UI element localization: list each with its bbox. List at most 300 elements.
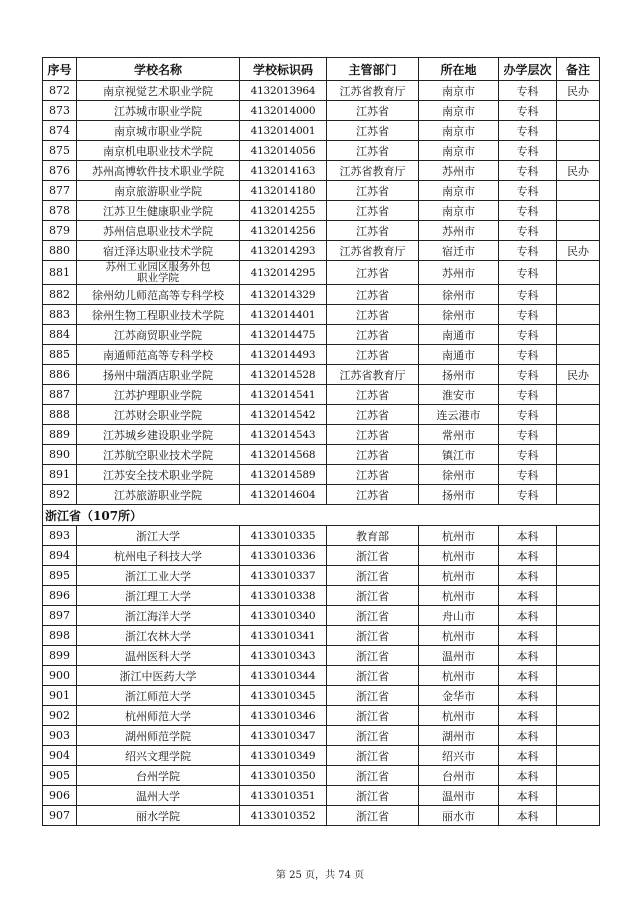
cell-note: [557, 786, 600, 806]
cell-level: 专科: [499, 201, 557, 221]
section-zhejiang: [43, 505, 600, 526]
cell-dept: 江苏省: [327, 325, 419, 345]
cell-location: 温州市: [419, 646, 499, 666]
cell-name: 浙江理工大学: [77, 586, 240, 606]
cell-note: [557, 546, 600, 566]
cell-name: 杭州电子科技大学: [77, 546, 240, 566]
cell-seq: 874: [43, 121, 77, 141]
cell-dept: 江苏省: [327, 305, 419, 325]
cell-note: [557, 121, 600, 141]
cell-level: 本科: [499, 606, 557, 626]
cell-dept: 江苏省: [327, 141, 419, 161]
cell-level: 专科: [499, 365, 557, 385]
cell-level: 本科: [499, 546, 557, 566]
cell-note: [557, 766, 600, 786]
cell-seq: 891: [43, 465, 77, 485]
cell-seq: 895: [43, 566, 77, 586]
cell-seq: 905: [43, 766, 77, 786]
cell-level: 专科: [499, 141, 557, 161]
cell-dept: 江苏省: [327, 485, 419, 505]
cell-dept: 江苏省教育厅: [327, 241, 419, 261]
cell-name: 浙江海洋大学: [77, 606, 240, 626]
cell-note: [557, 706, 600, 726]
cell-name: 南京机电职业技术学院: [77, 141, 240, 161]
cell-seq: 887: [43, 385, 77, 405]
cell-location: 苏州市: [419, 161, 499, 181]
cell-name: 浙江农林大学: [77, 626, 240, 646]
cell-location: 台州市: [419, 766, 499, 786]
cell-level: 本科: [499, 566, 557, 586]
cell-dept: 浙江省: [327, 686, 419, 706]
cell-dept: 浙江省: [327, 786, 419, 806]
cell-code: 4132014493: [240, 345, 327, 365]
table-row: [43, 325, 600, 345]
table-row: [43, 546, 600, 566]
cell-code: 4133010349: [240, 746, 327, 766]
cell-code: 4133010343: [240, 646, 327, 666]
cell-dept: 江苏省: [327, 465, 419, 485]
cell-code: 4133010336: [240, 546, 327, 566]
cell-level: 专科: [499, 305, 557, 325]
cell-name: 南京旅游职业学院: [77, 181, 240, 201]
cell-location: 苏州市: [419, 221, 499, 241]
table-row: [43, 806, 600, 826]
cell-seq: 884: [43, 325, 77, 345]
cell-dept: 浙江省: [327, 706, 419, 726]
cell-seq: 879: [43, 221, 77, 241]
cell-level: 专科: [499, 181, 557, 201]
cell-level: 专科: [499, 261, 557, 285]
cell-name: 徐州幼儿师范高等专科学校: [77, 285, 240, 305]
cell-name: 江苏护理职业学院: [77, 385, 240, 405]
cell-location: 淮安市: [419, 385, 499, 405]
cell-note: [557, 606, 600, 626]
table-row: [43, 526, 600, 546]
cell-level: 专科: [499, 241, 557, 261]
table-row: [43, 726, 600, 746]
cell-level: 专科: [499, 101, 557, 121]
table-row: [43, 626, 600, 646]
cell-location: 宿迁市: [419, 241, 499, 261]
section-title: 浙江省（107所）: [43, 505, 600, 526]
cell-location: 常州市: [419, 425, 499, 445]
cell-name: 江苏城乡建设职业学院: [77, 425, 240, 445]
cell-name: 江苏安全技术职业学院: [77, 465, 240, 485]
cell-level: 本科: [499, 626, 557, 646]
cell-note: [557, 666, 600, 686]
cell-note: [557, 586, 600, 606]
cell-seq: 892: [43, 485, 77, 505]
header-note: 备注: [557, 58, 600, 81]
table-row: [43, 686, 600, 706]
cell-level: 本科: [499, 706, 557, 726]
cell-code: 4132014163: [240, 161, 327, 181]
cell-code: 4132014295: [240, 261, 327, 285]
cell-location: 杭州市: [419, 566, 499, 586]
cell-seq: 896: [43, 586, 77, 606]
cell-code: 4133010346: [240, 706, 327, 726]
table-row: [43, 746, 600, 766]
cell-seq: 889: [43, 425, 77, 445]
cell-location: 金华市: [419, 686, 499, 706]
table-row: [43, 766, 600, 786]
cell-code: 4132014256: [240, 221, 327, 241]
cell-note: [557, 285, 600, 305]
header-seq: 序号: [43, 58, 77, 81]
cell-code: 4132014056: [240, 141, 327, 161]
cell-dept: 江苏省教育厅: [327, 161, 419, 181]
cell-note: [557, 325, 600, 345]
cell-seq: 872: [43, 81, 77, 101]
cell-note: [557, 345, 600, 365]
cell-level: 专科: [499, 221, 557, 241]
cell-seq: 873: [43, 101, 77, 121]
cell-location: 杭州市: [419, 706, 499, 726]
cell-location: 徐州市: [419, 305, 499, 325]
cell-level: 专科: [499, 385, 557, 405]
cell-seq: 888: [43, 405, 77, 425]
cell-dept: 江苏省: [327, 201, 419, 221]
cell-dept: 江苏省: [327, 101, 419, 121]
cell-code: 4133010344: [240, 666, 327, 686]
cell-seq: 893: [43, 526, 77, 546]
cell-code: 4132014541: [240, 385, 327, 405]
cell-code: 4133010337: [240, 566, 327, 586]
cell-note: [557, 686, 600, 706]
cell-code: 4132014001: [240, 121, 327, 141]
cell-level: 本科: [499, 526, 557, 546]
cell-seq: 878: [43, 201, 77, 221]
cell-location: 丽水市: [419, 806, 499, 826]
cell-dept: 江苏省教育厅: [327, 81, 419, 101]
cell-note: [557, 445, 600, 465]
cell-dept: 教育部: [327, 526, 419, 546]
table-body-top: [43, 81, 600, 261]
cell-note: [557, 425, 600, 445]
cell-location: 徐州市: [419, 285, 499, 305]
cell-note: [557, 305, 600, 325]
cell-location: 杭州市: [419, 586, 499, 606]
table-row: [43, 285, 600, 305]
cell-code: 4132014401: [240, 305, 327, 325]
table-row: [43, 786, 600, 806]
cell-name: 浙江中医药大学: [77, 666, 240, 686]
cell-code: 4133010352: [240, 806, 327, 826]
cell-note: 民办: [557, 81, 600, 101]
cell-name: 丽水学院: [77, 806, 240, 826]
table-row: [43, 586, 600, 606]
cell-level: 专科: [499, 161, 557, 181]
cell-dept: 浙江省: [327, 666, 419, 686]
cell-dept: 江苏省: [327, 261, 419, 285]
cell-location: 苏州市: [419, 261, 499, 285]
cell-code: 4132013964: [240, 81, 327, 101]
cell-level: 专科: [499, 285, 557, 305]
cell-level: 本科: [499, 646, 557, 666]
cell-location: 南通市: [419, 345, 499, 365]
cell-dept: 浙江省: [327, 726, 419, 746]
cell-code: 4133010335: [240, 526, 327, 546]
cell-note: [557, 726, 600, 746]
table-row: [43, 666, 600, 686]
cell-location: 温州市: [419, 786, 499, 806]
cell-name: 江苏卫生健康职业学院: [77, 201, 240, 221]
cell-dept: 江苏省: [327, 121, 419, 141]
header-location: 所在地: [419, 58, 499, 81]
cell-location: 镇江市: [419, 445, 499, 465]
cell-level: 本科: [499, 746, 557, 766]
cell-note: [557, 626, 600, 646]
cell-dept: 江苏省: [327, 221, 419, 241]
cell-name: 江苏航空职业技术学院: [77, 445, 240, 465]
table-row: [43, 385, 600, 405]
cell-dept: 浙江省: [327, 766, 419, 786]
cell-seq: 907: [43, 806, 77, 826]
table-body-two-line: [43, 261, 600, 285]
cell-level: 本科: [499, 806, 557, 826]
cell-name: 温州医科大学: [77, 646, 240, 666]
cell-dept: 浙江省: [327, 746, 419, 766]
cell-note: 民办: [557, 365, 600, 385]
cell-dept: 浙江省: [327, 546, 419, 566]
table-row: [43, 606, 600, 626]
cell-dept: 浙江省: [327, 586, 419, 606]
cell-seq: 900: [43, 666, 77, 686]
cell-name: 湖州师范学院: [77, 726, 240, 746]
table-row: [43, 465, 600, 485]
cell-seq: 881: [43, 261, 77, 285]
cell-name: 江苏旅游职业学院: [77, 485, 240, 505]
cell-seq: 883: [43, 305, 77, 325]
cell-location: 扬州市: [419, 365, 499, 385]
cell-location: 舟山市: [419, 606, 499, 626]
cell-code: 4132014255: [240, 201, 327, 221]
cell-location: 南京市: [419, 201, 499, 221]
cell-code: 4132014568: [240, 445, 327, 465]
cell-level: 专科: [499, 121, 557, 141]
cell-seq: 877: [43, 181, 77, 201]
cell-seq: 902: [43, 706, 77, 726]
cell-location: 南京市: [419, 121, 499, 141]
table-row: [43, 445, 600, 465]
cell-name: 江苏商贸职业学院: [77, 325, 240, 345]
cell-name: 苏州高博软件技术职业学院: [77, 161, 240, 181]
cell-location: 杭州市: [419, 626, 499, 646]
cell-seq: 897: [43, 606, 77, 626]
cell-note: [557, 141, 600, 161]
cell-seq: 894: [43, 546, 77, 566]
cell-name: 绍兴文理学院: [77, 746, 240, 766]
cell-name: 杭州师范大学: [77, 706, 240, 726]
schools-table: [42, 57, 600, 826]
table-row: [43, 566, 600, 586]
cell-code: 4133010341: [240, 626, 327, 646]
cell-code: 4132014543: [240, 425, 327, 445]
cell-dept: 江苏省: [327, 385, 419, 405]
cell-note: [557, 405, 600, 425]
table-row: [43, 646, 600, 666]
cell-code: 4133010340: [240, 606, 327, 626]
cell-note: [557, 261, 600, 285]
table-row: [43, 181, 600, 201]
cell-note: 民办: [557, 161, 600, 181]
cell-location: 杭州市: [419, 546, 499, 566]
cell-dept: 浙江省: [327, 646, 419, 666]
cell-dept: 浙江省: [327, 626, 419, 646]
cell-seq: 901: [43, 686, 77, 706]
cell-location: 绍兴市: [419, 746, 499, 766]
cell-name: 台州学院: [77, 766, 240, 786]
table-row: [43, 485, 600, 505]
cell-name: 宿迁泽达职业技术学院: [77, 241, 240, 261]
cell-note: [557, 221, 600, 241]
cell-code: 4132014589: [240, 465, 327, 485]
cell-seq: 882: [43, 285, 77, 305]
cell-name: 温州大学: [77, 786, 240, 806]
cell-dept: 浙江省: [327, 566, 419, 586]
table-row: [43, 241, 600, 261]
cell-location: 南京市: [419, 141, 499, 161]
cell-note: [557, 485, 600, 505]
cell-name: 江苏城市职业学院: [77, 101, 240, 121]
cell-note: [557, 746, 600, 766]
table-row: [43, 261, 600, 285]
cell-dept: 江苏省: [327, 181, 419, 201]
cell-level: 本科: [499, 666, 557, 686]
cell-code: 4132014475: [240, 325, 327, 345]
cell-name: 南通师范高等专科学校: [77, 345, 240, 365]
cell-level: 本科: [499, 586, 557, 606]
cell-note: [557, 646, 600, 666]
cell-code: 4132014528: [240, 365, 327, 385]
cell-code: 4132014000: [240, 101, 327, 121]
cell-level: 专科: [499, 81, 557, 101]
cell-dept: 江苏省: [327, 405, 419, 425]
cell-location: 南通市: [419, 325, 499, 345]
cell-note: [557, 201, 600, 221]
cell-seq: 880: [43, 241, 77, 261]
cell-code: 4132014542: [240, 405, 327, 425]
cell-code: 4133010347: [240, 726, 327, 746]
cell-seq: 875: [43, 141, 77, 161]
cell-note: [557, 101, 600, 121]
cell-seq: 898: [43, 626, 77, 646]
cell-name: 徐州生物工程职业技术学院: [77, 305, 240, 325]
cell-note: [557, 181, 600, 201]
table-row: [43, 221, 600, 241]
page-footer: 第 25 页，共 74 页: [275, 870, 365, 881]
cell-name: 南京城市职业学院: [77, 121, 240, 141]
cell-name: 南京视觉艺术职业学院: [77, 81, 240, 101]
cell-note: [557, 526, 600, 546]
table-row: [43, 706, 600, 726]
cell-level: 专科: [499, 345, 557, 365]
cell-name: 江苏财会职业学院: [77, 405, 240, 425]
cell-level: 专科: [499, 445, 557, 465]
cell-seq: 885: [43, 345, 77, 365]
cell-level: 本科: [499, 686, 557, 706]
cell-note: [557, 566, 600, 586]
cell-location: 连云港市: [419, 405, 499, 425]
cell-code: 4133010338: [240, 586, 327, 606]
table-row: [43, 141, 600, 161]
cell-level: 本科: [499, 766, 557, 786]
cell-location: 湖州市: [419, 726, 499, 746]
cell-level: 专科: [499, 325, 557, 345]
cell-note: 民办: [557, 241, 600, 261]
cell-seq: 906: [43, 786, 77, 806]
cell-name-line2: 职业学院: [137, 271, 179, 284]
table-row: [43, 345, 600, 365]
cell-name: 浙江师范大学: [77, 686, 240, 706]
cell-location: 徐州市: [419, 465, 499, 485]
cell-code: 4132014293: [240, 241, 327, 261]
cell-name: [77, 261, 240, 285]
cell-location: 南京市: [419, 81, 499, 101]
header-name: 学校名称: [77, 58, 240, 81]
table-body-mid: [43, 285, 600, 505]
cell-level: 专科: [499, 485, 557, 505]
cell-note: [557, 806, 600, 826]
cell-seq: 904: [43, 746, 77, 766]
cell-code: 4133010351: [240, 786, 327, 806]
cell-level: 本科: [499, 786, 557, 806]
table-row: [43, 405, 600, 425]
cell-seq: 903: [43, 726, 77, 746]
cell-dept: 江苏省: [327, 345, 419, 365]
cell-level: 本科: [499, 726, 557, 746]
cell-level: 专科: [499, 405, 557, 425]
cell-dept: 浙江省: [327, 606, 419, 626]
header-dept: 主管部门: [327, 58, 419, 81]
cell-code: 4133010350: [240, 766, 327, 786]
cell-code: 4132014604: [240, 485, 327, 505]
cell-seq: 886: [43, 365, 77, 385]
cell-dept: 江苏省: [327, 445, 419, 465]
cell-dept: 江苏省教育厅: [327, 365, 419, 385]
table-row: [43, 101, 600, 121]
cell-note: [557, 465, 600, 485]
table-row: [43, 305, 600, 325]
cell-seq: 876: [43, 161, 77, 181]
cell-note: [557, 385, 600, 405]
cell-name: 浙江工业大学: [77, 566, 240, 586]
cell-code: 4132014180: [240, 181, 327, 201]
cell-location: 扬州市: [419, 485, 499, 505]
table-row: [43, 81, 600, 101]
cell-location: 南京市: [419, 181, 499, 201]
header-code: 学校标识码: [240, 58, 327, 81]
table-row: [43, 201, 600, 221]
cell-name: 浙江大学: [77, 526, 240, 546]
cell-location: 杭州市: [419, 666, 499, 686]
cell-seq: 899: [43, 646, 77, 666]
cell-dept: 江苏省: [327, 425, 419, 445]
cell-name-line1: 苏州工业园区服务外包: [105, 260, 211, 273]
table-body-zhejiang: [43, 526, 600, 826]
cell-dept: 江苏省: [327, 285, 419, 305]
header-level: 办学层次: [499, 58, 557, 81]
table-row: [43, 121, 600, 141]
cell-seq: 890: [43, 445, 77, 465]
header-row: [43, 58, 600, 81]
table-row: [43, 161, 600, 181]
table-row: [43, 425, 600, 445]
cell-name: 苏州信息职业技术学院: [77, 221, 240, 241]
cell-code: 4133010345: [240, 686, 327, 706]
cell-level: 专科: [499, 465, 557, 485]
cell-location: 南京市: [419, 101, 499, 121]
